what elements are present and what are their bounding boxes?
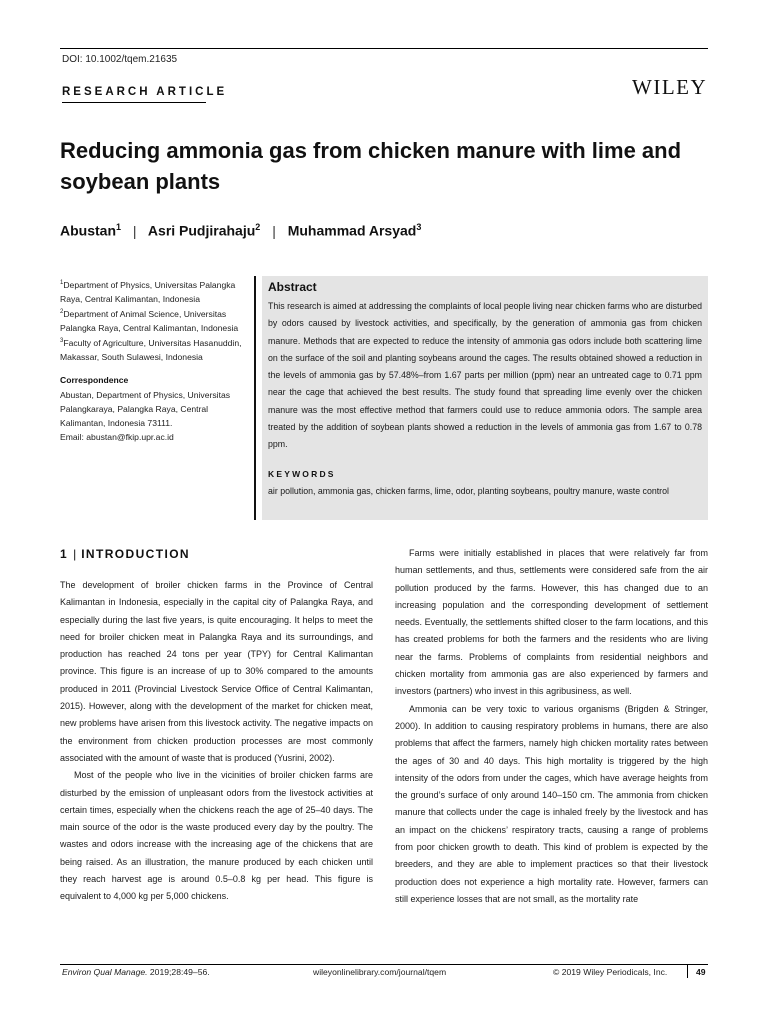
correspondence-text: Abustan, Department of Physics, Universitas Palangkaraya, Palangka Raya, Central Kalimantan, Indonesia 73111.: [60, 390, 231, 428]
section-number: 1: [60, 547, 69, 561]
section-title: INTRODUCTION: [81, 547, 190, 561]
affiliation: [60, 305, 250, 335]
body-column-right: [395, 545, 708, 908]
page-number: 49: [696, 967, 706, 977]
correspondence-heading: Correspondence: [60, 375, 129, 385]
author-separator: |: [132, 222, 137, 239]
article-type-underline: [62, 102, 206, 103]
abstract-divider: [254, 276, 256, 520]
abstract-heading: Abstract: [268, 280, 317, 294]
affiliation-number: 3: [60, 338, 64, 344]
paragraph: Ammonia can be very toxic to various organisms (Brigden & Stringer, 2000). In addition to causing respiratory problems in humans, there are also problems that affect the farmers, namely high chicken mortality rates between the ages of 30 and 40 days. This high mortality is triggered by the high intensity of the odors from under the cages, which have average heights from the ground’s surface of only around 140–150 cm. The ammonia from chicken manure that collects under the cage is inhaled freely by the livestock and has an impact on the chickens’ respiratory tracts, causing a range of problems from poor chicken growth to death. This kind of problem is expected by the breeders, and they are able to implement practices so that their livestock production does not experience a high mortality rate. However, farmers can still experience losses that are not small, as the mortality rate: [395, 703, 708, 904]
keywords-heading: KEYWORDS: [268, 469, 336, 479]
affiliation-number: 1: [60, 280, 64, 286]
publisher-logo: WILEY: [632, 75, 708, 99]
correspondence-block: [60, 388, 252, 444]
affiliation-text: Department of Physics, Universitas Palangka Raya, Central Kalimantan, Indonesia: [60, 279, 236, 304]
section-heading: [60, 547, 190, 561]
article-type: RESEARCH ARTICLE: [62, 86, 228, 98]
citation-info: 2019;28:49–56.: [149, 967, 210, 977]
correspondence-email[interactable]: Email: abustan@fkip.upr.ac.id: [60, 432, 174, 442]
author-name[interactable]: Abustan: [60, 222, 116, 239]
paragraph: Farms were initially established in places that were relatively far from human settlements, and thus, settlements were considered safe from the air pollution produced by the farms. However, this has changed due to an increasing population and the corresponding development of settlement needs. Eventually, the settlements shifted closer to the farm locations, and this has created problems for both the farmers and the residents who are living near the farms. Problems of complaints from residential neighbors and chicken mortality from ammonia gas are also experienced by farmers and investors (partners) who invest in this agribusiness, as well.: [395, 548, 708, 697]
affiliation-number: 2: [60, 309, 64, 315]
author-affil-number: 3: [416, 222, 422, 232]
doi[interactable]: DOI: 10.1002/tqem.21635: [62, 54, 178, 65]
section-separator: |: [73, 547, 77, 561]
author-separator: |: [272, 222, 276, 239]
author-name[interactable]: Muhammad Arsyad: [287, 222, 417, 239]
paragraph: Most of the people who live in the vicinities of broiler chicken farms are disturbed by the emission of unpleasant odors from the livestock activities at certain times, especially when the chickens reach the age of 25–40 days. The main source of the odor is the waste produced every day by the poultry. The wastes and odors increase with the increasing age of the chickens that are being raised. As an illustration, the manure produced by each chicken until they reach harvest age is around 0.5–0.8 kg per head. This figure is equivalent to 4,000 kg per 5,000 chickens.: [60, 770, 373, 902]
footer-url[interactable]: wileyonlinelibrary.com/journal/tqem: [313, 967, 447, 977]
affiliation-text: Faculty of Agriculture, Universitas Hasanuddin, Makassar, South Sulawesi, Indonesia: [60, 337, 242, 362]
footer-copyright: © 2019 Wiley Periodicals, Inc.: [553, 967, 668, 977]
author-affil-number: 1: [116, 222, 122, 232]
article-title: Reducing ammonia gas from chicken manure with lime and soybean plants: [60, 138, 682, 194]
footer-rule: [60, 964, 708, 965]
affiliation: [60, 276, 250, 306]
affiliation: [60, 334, 250, 364]
paragraph: The development of broiler chicken farms in the Province of Central Kalimantan in Indonesia, especially in the capital city of Palangka Raya, and especially during the last five years, is quite encouraging. It helps to meet the need for broiler chicken meat in Palangka Raya and its surroundings, and production has reached 24 tons per year (TPY) for Central Kalimantan province. This figure is an increase of up to 30% compared to the amounts produced in 2011 (Provincial Livestock Service Office of Central Kalimantan, 2015). However, along with the development of the market for chicken meat, new problems have arisen from this livestock activity. The negative impacts on the environment from chicken production processes are most commonly associated with the amount of waste that is produced (Yusrini, 2002).: [60, 580, 373, 763]
journal-name: Environ Qual Manage.: [62, 967, 148, 977]
author-list: [60, 222, 421, 239]
author-affil-number: 2: [255, 222, 261, 232]
body-column-left: [60, 577, 373, 906]
footer-divider: [687, 964, 688, 978]
footer-citation: [62, 967, 210, 977]
affiliation-text: Department of Animal Science, Universitas Palangka Raya, Central Kalimantan, Indonesia: [60, 308, 239, 333]
abstract-text: This research is aimed at addressing the complaints of local people living near chicken farms who are disturbed by odors caused by livestock activities, and specifically, by the generation of ammonia gas from chicken manure. Methods that are expected to reduce the intensity of ammonia gas odors include both scattering lime on the surface of the soil and planting soybeans around the cages. The results obtained showed a reduction in the levels of ammonia gas by 57.48%–from 1.67 parts per million (ppm) near an untreated cage to 0.71 ppm near the cage that achieved the best results. The study found that spreading lime evenly over the chicken manure was the most effective method that farmers could use to reduce ammonia odors. The sample area treated by the addition of soybean plants showed a reduction in the levels of ammonia gas from 1.67 to 0.78 ppm.: [268, 301, 702, 450]
header-rule: [60, 48, 708, 49]
author-name[interactable]: Asri Pudjirahaju: [147, 222, 256, 239]
keywords-text: air pollution, ammonia gas, chicken farms, lime, odor, planting soybeans, poultry manure, waste control: [268, 486, 669, 496]
